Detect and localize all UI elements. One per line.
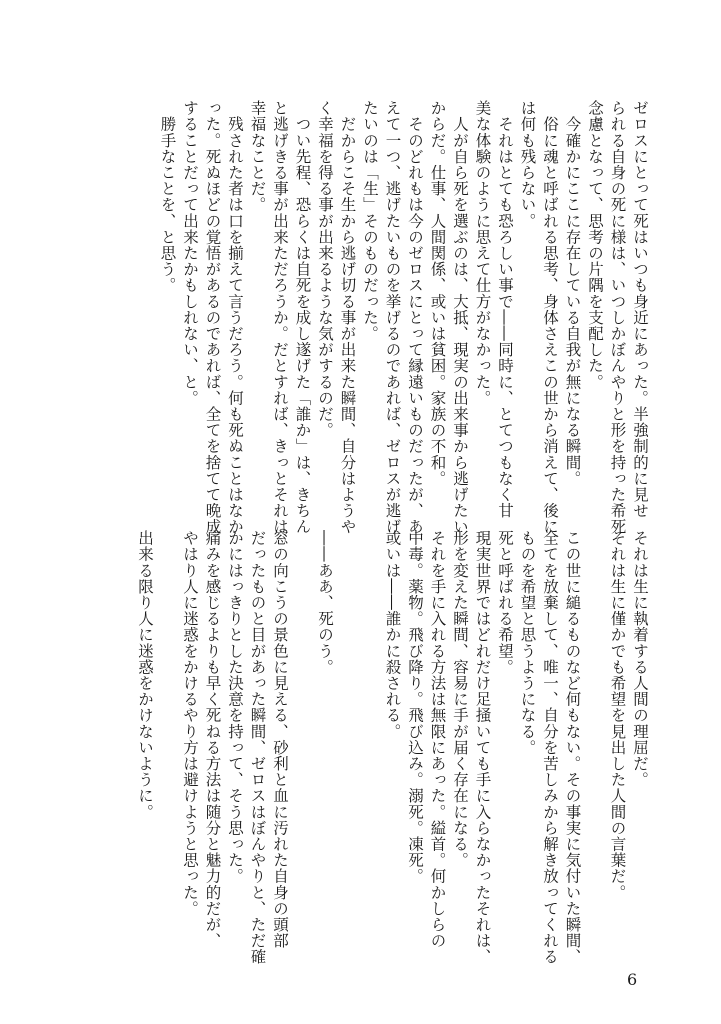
text-line: それは生に僅かでも希望を見出した人間の言葉だ。	[608, 530, 627, 901]
text-line: 形を変えた瞬間、容易に手が届く存在になる。	[451, 530, 469, 869]
text-line: られる自身の死に様は、いつしかぼんやりと形を持った希死	[608, 100, 627, 535]
text-line: 念慮となって、思考の片隅を支配した。	[586, 100, 604, 390]
text-line: からだ。仕事、人間関係、或いは貧困。家族の不和。	[428, 100, 447, 487]
text-line: 中毒。薬物。飛び降り。飛び込み。溺死。凍死。	[406, 530, 424, 885]
text-line: かにはっきりとした決意を持って、そう思った。	[226, 530, 244, 885]
text-line	[584, 530, 607, 940]
text-line: 出来る限り人に迷惑をかけないように。	[136, 530, 154, 820]
text-line: と逃げきる事が出来ただろうか。だとすれば、きっとそれは	[271, 100, 289, 535]
text-line: 或いは――誰かに殺される。	[383, 530, 402, 740]
text-line: やはり人に迷惑をかけるやり方は避けようと思った。	[181, 530, 199, 917]
text-line: することだって出来たかもしれない、と。	[181, 100, 199, 406]
text-line: だからこそ生から逃げ切る事が出来た瞬間、自分はようや	[338, 100, 357, 535]
text-line	[156, 530, 179, 940]
text-line	[336, 530, 359, 940]
text-line: 痛みを感じるよりも早く死ねる方法は随分と魅力的だが、	[203, 530, 222, 949]
text-line	[291, 530, 314, 940]
text-line	[359, 530, 382, 940]
body-text-top	[156, 100, 651, 535]
text-line: く幸福を得る事が出来るような気がするのだ。	[316, 100, 334, 439]
text-line: った。死ぬほどの覚悟があるのであれば、全てを捨てて晩成	[203, 100, 222, 535]
text-line: 全てを放棄して、唯一、自分を苦しみから解き放ってくれる	[541, 530, 559, 965]
text-line: えて一つ、逃げたいものを挙げるのであれば、ゼロスが逃げ	[383, 100, 402, 535]
text-line: 今確かにここに存在している自我が無になる瞬間。	[563, 100, 582, 487]
text-line: 死と呼ばれる希望。	[496, 530, 514, 675]
text-line: そのどれもは今のゼロスにとって縁遠いものだったが、あ	[406, 100, 424, 535]
text-line: ゼロスにとって死はいつも身近にあった。半強制的に見せ	[631, 100, 649, 519]
text-line: 美な体験のように思えて仕方がなかった。	[473, 100, 492, 406]
text-line: この世に縋るものなど何もない。その事実に気付いた瞬間、	[563, 530, 582, 965]
text-line: ――ああ、死のう。	[316, 530, 334, 675]
page-number: 6	[627, 970, 638, 989]
text-line: は何も残らない。	[518, 100, 537, 229]
text-line: 人が自ら死を選ぶのは、大抵、現実の出来事から逃げたい	[451, 100, 469, 535]
text-line: だったものと目があった瞬間、ゼロスはぼんやりと、ただ確	[248, 530, 267, 965]
text-line: 残された者は口を揃えて言うだろう。何も死ぬことはなか	[226, 100, 244, 535]
text-line: たいのは「生」そのものだった。	[361, 100, 379, 342]
text-line: つい先程、恐らくは自死を成し遂げた「誰か」は、きちん	[293, 100, 312, 535]
text-line: 俗に魂と呼ばれる思考、身体さえこの世から消えて、後に	[541, 100, 559, 535]
text-line: 勝手なことを、と思う。	[158, 100, 177, 294]
text-line: それはとても恐ろしい事で――同時に、とてつもなく甘	[496, 100, 514, 519]
body-text-bottom	[134, 530, 652, 965]
text-line: 幸福なことだ。	[248, 100, 267, 213]
text-line: 窓の向こうの景色に見える、砂利と血に汚れた自身の頭部	[271, 530, 289, 949]
text-line: ものを希望と思うようになる。	[518, 530, 537, 756]
text-line: それは生に執着する人間の理屈だ。	[631, 530, 649, 788]
text-line: 現実世界ではどれだけ足掻いても手に入らなかったそれは、	[473, 530, 492, 965]
text-line: それを手に入れる方法は無限にあった。縊首。何かしらの	[428, 530, 447, 949]
